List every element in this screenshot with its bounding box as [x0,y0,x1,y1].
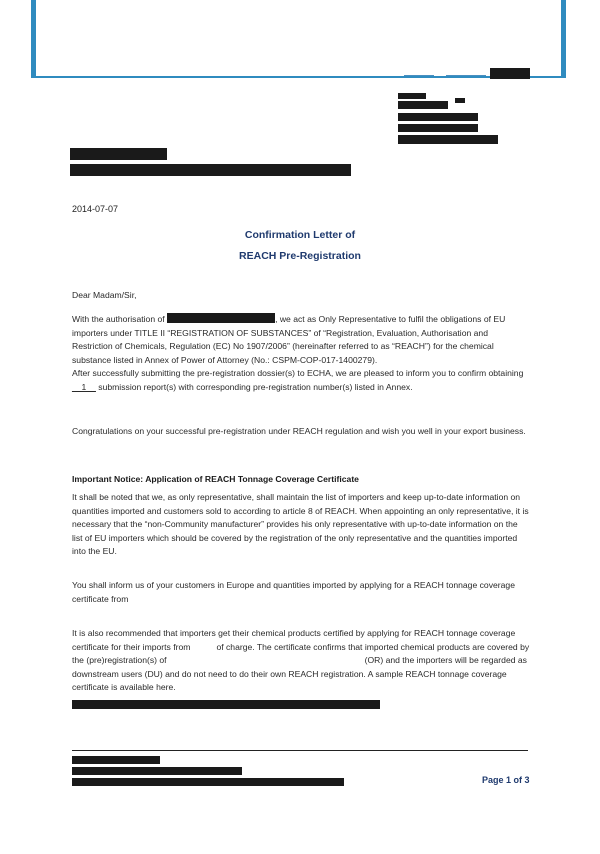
redaction-block [398,135,498,144]
redaction-block [455,98,465,103]
footer-redaction [72,767,242,775]
letterhead-line [446,75,486,76]
paragraph-text: , we act as Only Representative to fulfil the obligations of EU importers under TITLE II “REGISTRATION OF SUBSTANCES” of “Registration, Evaluation, Authorisation and Restriction of Chemicals, Regulation (EC) No 1907/2006” (hereinafter referred to as “REACH”) for the chemical substance listed in Annex of Power of Attorney (No.: CSPM-COP-017-1400279). [72,314,506,365]
paragraph-text: After successfully submitting the pre-registration dossier(s) to ECHA, we are pleased to inform you to confirm obtaining [72,368,524,379]
recipient-redaction [70,148,167,160]
letterhead-area [36,0,561,76]
paragraph-authorisation [72,313,530,395]
paragraph-notice: It shall be noted that we, as only representative, shall maintain the list of importers and keep up-to-date information on quantities imported and customers sold to according to article 8 of REACH. When appointing an only representative, it is necessary that the “non-Community manufacturer” provides his only representative with up-to-date information on the list of EU importers which should be covered by the registration of the only representative and the quantities imported into the EU. [72,492,529,557]
redaction-block [398,101,448,109]
letter-subtitle: REACH Pre-Registration [239,250,361,262]
notice-heading: Important Notice: Application of REACH Tonnage Coverage Certificate [72,474,359,484]
redaction-block [490,68,530,79]
letterhead-frame-bottom [31,76,566,78]
recipient-redaction [70,164,351,176]
report-count: __1__ [72,381,96,392]
redaction-block [398,124,478,132]
paragraph-inform: You shall inform us of your customers in Europe and quantities imported by applying for a REACH tonnage coverage certificate from [72,580,515,604]
letterhead-frame-right [561,0,566,78]
footer-rule [72,750,528,751]
footer-redaction [72,756,160,764]
redaction-block [72,700,380,709]
paragraph-text: (OR) and the importers will be regarded as downstream users (DU) and do not need to do their own REACH registration. A sample REACH tonnage coverage certificate is available here. [72,655,527,693]
redaction-block [398,113,478,121]
letter-date: 2014-07-07 [72,204,119,214]
salutation: Dear Madam/Sir, [72,290,137,300]
redaction-block [398,93,426,99]
footer-redaction [72,778,344,786]
letterhead-line [404,75,434,76]
paragraph-text: submission report(s) with corresponding pre-registration number(s) listed in Annex. [98,381,413,392]
paragraph-text: of charge. The certificate confirms that imported chemical products are covered by the (pre)registration(s) of [72,641,530,666]
letter-title: Confirmation Letter of [244,229,356,241]
paragraph-text: With the authorisation of [72,314,165,324]
paragraph-text: It is also recommended that importers get their chemical products certified by applying for REACH tonnage coverage certificate for their imports from [72,628,516,652]
paragraph-recommendation [72,627,530,695]
paragraph-congratulations: Congratulations on your successful pre-registration under REACH regulation and wish you well in your export business. [72,426,526,436]
page-number: Page 1 of 3 [482,775,530,785]
inline-redaction [167,313,275,323]
